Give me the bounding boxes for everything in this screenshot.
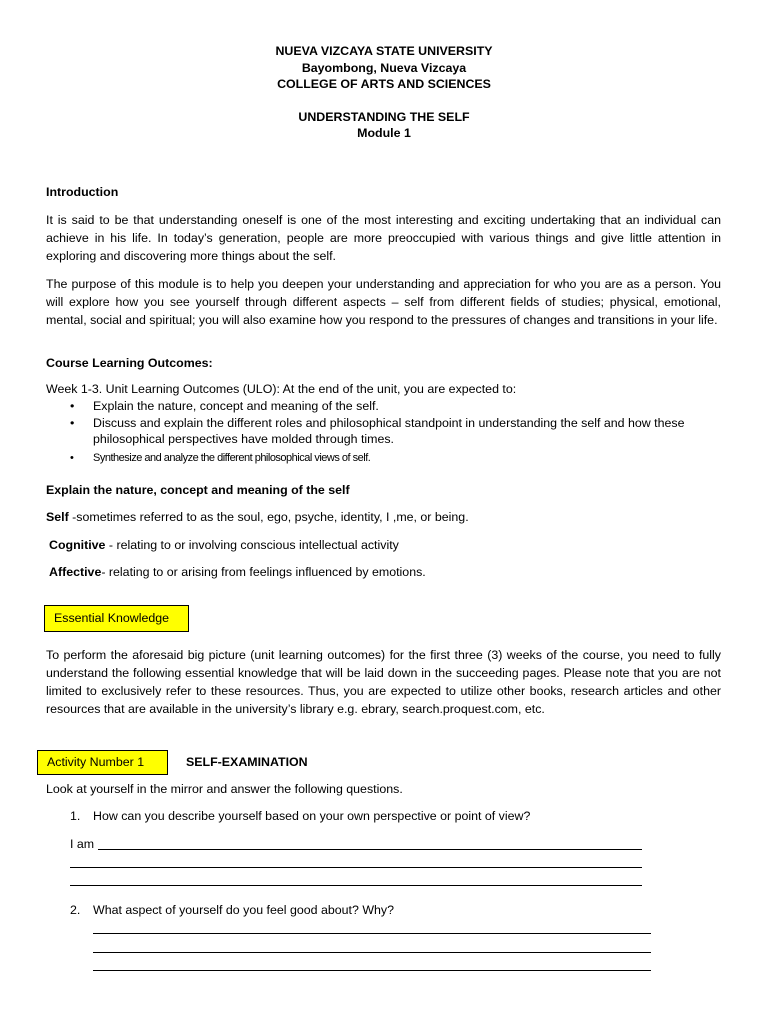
document-header bbox=[0, 43, 768, 142]
list-item: • Synthesize and analyze the different philosophical views of self. bbox=[46, 450, 706, 467]
self-definition bbox=[46, 510, 469, 524]
answer-line[interactable] bbox=[93, 933, 651, 934]
university-name: NUEVA VIZCAYA STATE UNIVERSITY bbox=[275, 44, 493, 58]
affective-term: Affective bbox=[49, 565, 102, 579]
question-1-text: How can you describe yourself based on your own perspective or point of view? bbox=[93, 809, 531, 823]
question-2-number: 2. bbox=[70, 903, 81, 917]
question-2-text: What aspect of yourself do you feel good about? Why? bbox=[93, 903, 394, 917]
self-definition-text: -sometimes referred to as the soul, ego, psyche, identity, I ,me, or being. bbox=[68, 510, 469, 524]
introduction-heading: Introduction bbox=[46, 185, 119, 199]
self-term: Self bbox=[46, 510, 69, 524]
activity-number-box: Activity Number 1 bbox=[37, 750, 168, 775]
answer-line[interactable] bbox=[70, 885, 642, 886]
answer-prefix: I am bbox=[70, 837, 95, 851]
cognitive-term: Cognitive bbox=[49, 538, 106, 552]
introduction-paragraph-1: It is said to be that understanding oneself is one of the most interesting and exciting undertaking that an individual can achieve in his life. In today’s generation, people are more preoccupied with various things and give little attention in exploring and discovering more things about the self. bbox=[46, 213, 721, 263]
answer-line[interactable] bbox=[93, 952, 651, 953]
question-1-number: 1. bbox=[70, 809, 81, 823]
module-number: Module 1 bbox=[357, 126, 411, 140]
university-location: Bayombong, Nueva Vizcaya bbox=[301, 60, 467, 75]
introduction-paragraph-2: The purpose of this module is to help you deepen your understanding and appreciation for who you are as a person. You will explore how you see yourself through different aspects – self from different fields of studies; physical, emotional, mental, social and spiritual; you will also examine how you respond to the pressures of changes and transitions in your life. bbox=[46, 277, 721, 327]
outcomes-intro: Week 1-3. Unit Learning Outcomes (ULO): At the end of the unit, you are expected to: bbox=[46, 382, 517, 396]
activity-instruction: Look at yourself in the mirror and answer the following questions. bbox=[46, 782, 403, 796]
college-name: COLLEGE OF ARTS AND SCIENCES bbox=[277, 77, 491, 91]
answer-line[interactable] bbox=[98, 849, 642, 850]
list-item: • Discuss and explain the different roles and philosophical standpoint in understanding the self and how these philosophical perspectives have molded through times. bbox=[46, 415, 706, 448]
affective-definition bbox=[49, 565, 426, 579]
outcomes-heading: Course Learning Outcomes: bbox=[46, 356, 213, 370]
affective-definition-text: - relating to or arising from feelings influenced by emotions. bbox=[101, 565, 426, 579]
nature-heading: Explain the nature, concept and meaning of the self bbox=[46, 483, 350, 497]
essential-knowledge-paragraph: To perform the aforesaid big picture (unit learning outcomes) for the first three (3) weeks of the course, you need to fully understand the following essential knowledge that will be laid down in the succeeding pages. Please note that you are not limited to exclusively refer to these resources. Thus, you are expected to utilize other books, research articles and other resources that are available in the university’s library e.g. ebrary, search.proquest.com, etc. bbox=[46, 648, 721, 716]
answer-line[interactable] bbox=[70, 867, 642, 868]
cognitive-definition-text: - relating to or involving conscious intellectual activity bbox=[105, 538, 399, 552]
answer-line[interactable] bbox=[93, 970, 651, 971]
cognitive-definition bbox=[49, 538, 399, 552]
essential-knowledge-box: Essential Knowledge bbox=[44, 605, 189, 632]
course-title: UNDERSTANDING THE SELF bbox=[298, 109, 470, 124]
activity-title: SELF-EXAMINATION bbox=[186, 755, 308, 769]
outcomes-list bbox=[46, 398, 706, 466]
list-item: • Explain the nature, concept and meaning of the self. bbox=[46, 398, 706, 415]
